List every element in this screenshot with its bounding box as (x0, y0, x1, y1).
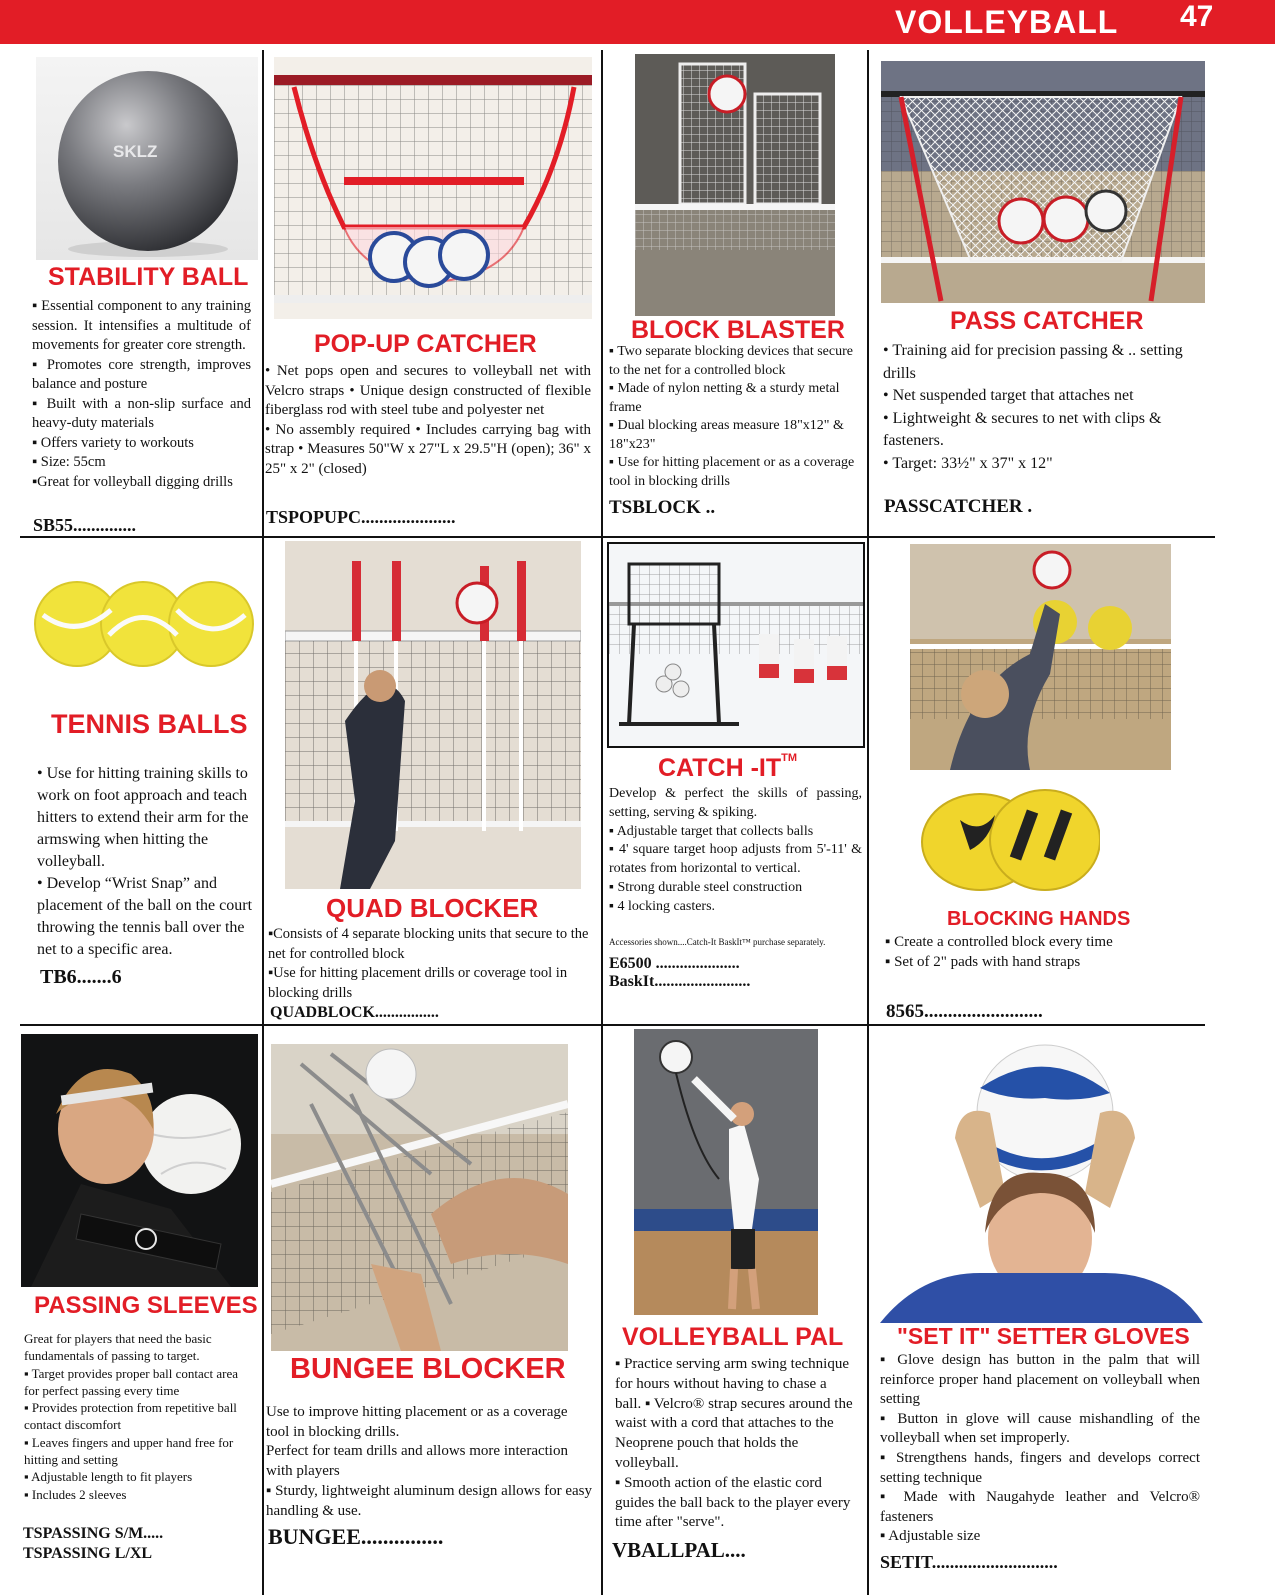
page-header (0, 0, 1275, 46)
desc-line: ▪ Adjustable target that collects balls (609, 823, 814, 839)
section-title: VOLLEYBALL (895, 4, 1119, 40)
product-title: PASS CATCHER (950, 307, 1144, 335)
desc-line: ▪ Practice serving arm swing technique for hours without having to chase a ball. ▪ Velcro® strap secures around the waist with a cord that attaches to the Neoprene pouch that holds the volleyball. (615, 1356, 853, 1471)
product-title: PASSING SLEEVES (34, 1292, 258, 1319)
product-description (24, 1330, 256, 1503)
product-description (268, 925, 592, 1003)
product-sku: BUNGEE............... (268, 1524, 444, 1549)
desc-line: ▪ Provides protection from repetitive ball contact discomfort (24, 1400, 237, 1433)
product-title (658, 754, 797, 783)
desc-line: • Use for hitting training skills to work on foot approach and teach hitters to extend their arm for the armswing when hitting the volleyball. (37, 765, 249, 870)
bungee-blocker-image (271, 1044, 568, 1351)
desc-line: ▪ Adjustable size (880, 1528, 981, 1545)
product-sku: TSPOPUPC..................... (266, 507, 456, 527)
product-sku: TSBLOCK .. (609, 497, 716, 518)
desc-line: Great for players that need the basic fundamentals of passing to target. (24, 1331, 212, 1364)
desc-line: ▪ Set of 2" pads with hand straps (885, 954, 1081, 970)
desc-line: ▪Consists of 4 separate blocking units that secure to the net for controlled block (268, 926, 589, 962)
product-description (609, 785, 862, 917)
catch-it-image (607, 542, 865, 748)
product-title: POP-UP CATCHER (314, 330, 537, 358)
product-description (885, 932, 1205, 972)
desc-line: • Training aid for precision passing & .. setting drills (883, 342, 1183, 382)
product-description (32, 297, 251, 492)
passing-sleeves-image (21, 1034, 258, 1287)
desc-line: • Develop “Wrist Snap” and placement of the ball on the court throwing the tennis ball over the net to a specific area. (37, 875, 253, 958)
desc-line: ▪ Built with a non-slip surface and heavy-duty materials (32, 395, 251, 431)
blocking-hands-image (910, 544, 1171, 770)
desc-line: ▪ Offers variety to workouts (32, 434, 194, 451)
blocking-hands-pads-image (920, 780, 1100, 902)
row-divider (20, 536, 1215, 538)
product-sku: BaskIt........................ (609, 973, 751, 990)
desc-line: • Lightweight & secures to net with clips & fasteners. (883, 409, 1162, 449)
product-title: QUAD BLOCKER (326, 893, 539, 923)
desc-line: ▪ Strong durable steel construction (609, 879, 803, 895)
desc-line: ▪ Sturdy, lightweight aluminum design allows for easy handling & use. (266, 1482, 592, 1519)
pass-catcher-image (881, 61, 1205, 303)
desc-line: ▪ Size: 55cm (32, 454, 106, 470)
column-divider (867, 50, 869, 1595)
product-sku: TSPASSING L/XL (23, 1545, 153, 1562)
popup-catcher-image (274, 57, 592, 319)
column-divider (262, 50, 264, 1595)
product-sku: 8565......................... (886, 1001, 1043, 1022)
volleyball-pal-image (634, 1029, 818, 1315)
product-title: STABILITY BALL (48, 263, 249, 291)
page-number: 47 (1180, 0, 1214, 33)
product-sku: SETIT............................ (880, 1552, 1058, 1572)
desc-line: ▪ Target provides proper ball contact area for perfect passing every time (24, 1365, 239, 1398)
tennis-balls-image (33, 580, 256, 668)
product-title: BUNGEE BLOCKER (290, 1353, 566, 1385)
sklz-logo: SKLZ (113, 142, 158, 161)
product-description (37, 763, 259, 961)
product-description (883, 340, 1205, 475)
product-description (609, 343, 863, 491)
desc-line: ▪ Dual blocking areas measure 18"x12" & 18"x23" (609, 418, 844, 452)
product-title: BLOCK BLASTER (631, 316, 845, 344)
desc-line: • Net pops open and secures to volleyball net with Velcro straps • Unique design constructed of flexible fiberglass rod with steel tube and polyester net (265, 363, 591, 418)
desc-line: ▪ Made of nylon netting & a sturdy metal frame (609, 381, 840, 415)
stability-ball-image (36, 57, 258, 260)
setter-gloves-image (880, 1043, 1203, 1323)
desc-line: ▪ 4' square target hoop adjusts from 5'-11' & rotates from horizontal to vertical. (609, 842, 862, 877)
desc-line: ▪ Leaves fingers and upper hand free for hitting and setting (24, 1434, 234, 1468)
desc-line: ▪ Create a controlled block every time (885, 934, 1113, 950)
quad-blocker-image (285, 541, 581, 889)
desc-line: ▪Use for hitting placement drills or coverage tool in blocking drills (268, 965, 568, 1001)
desc-line: ▪ Button in glove will cause mishandling of the volleyball when set improperly. (880, 1410, 1200, 1447)
column-divider (601, 50, 603, 1595)
product-description (615, 1355, 855, 1533)
product-title: BLOCKING HANDS (947, 908, 1131, 930)
desc-line: ▪ Made with Naugahyde leather and Velcro® fasteners (880, 1489, 1200, 1525)
desc-line: ▪ Essential component to any training session. It intensifies a multitude of movements for greater core strength. (32, 298, 251, 353)
row-divider (20, 1024, 1205, 1026)
desc-line: Use to improve hitting placement or as a coverage tool in blocking drills. (266, 1404, 568, 1440)
desc-line: ▪ 4 locking casters. (609, 898, 716, 914)
product-description (266, 1403, 594, 1521)
product-sku: VBALLPAL.... (612, 1538, 746, 1562)
product-sku: SB55.............. (33, 515, 137, 535)
product-title: "SET IT" SETTER GLOVES (897, 1323, 1190, 1349)
product-title: VOLLEYBALL PAL (622, 1323, 844, 1351)
catch-it-title-text: CATCH -IT (658, 754, 782, 782)
product-title: TENNIS BALLS (51, 709, 248, 739)
desc-line: ▪ Strengthens hands, fingers and develops correct setting technique (880, 1449, 1200, 1486)
product-description (265, 362, 591, 479)
desc-line: ▪ Promotes core strength, improves balance and posture (32, 356, 251, 392)
desc-line: ▪ Use for hitting placement or as a coverage tool in blocking drills (609, 455, 855, 489)
desc-line: Perfect for team drills and allows more interaction with players (266, 1443, 568, 1480)
trademark-mark: TM (781, 752, 798, 764)
desc-line: ▪Great for volleyball digging drills (32, 473, 233, 490)
product-sku: E6500 ..................... (609, 955, 740, 972)
product-sku: PASSCATCHER . (884, 496, 1033, 517)
desc-line: ▪ Two separate blocking devices that secure to the net for a controlled block (609, 344, 853, 378)
product-sku: TB6.......6 (40, 966, 122, 988)
desc-line: ▪ Adjustable length to fit players (24, 1469, 193, 1485)
block-blaster-image (635, 54, 835, 316)
desc-line: Develop & perfect the skills of passing, setting, serving & spiking. (609, 786, 862, 820)
accessory-note: Accessories shown....Catch-It BaskIt™ purchase separately. (609, 937, 826, 947)
desc-line: ▪ Glove design has button in the palm that will reinforce proper hand placement on volleyball when setting (880, 1352, 1200, 1408)
desc-line: • Net suspended target that attaches net (883, 387, 1134, 404)
desc-line: ▪ Includes 2 sleeves (24, 1486, 127, 1502)
desc-line: • Target: 33½" x 37" x 12" (883, 454, 1053, 472)
product-sku: TSPASSING S/M..... (23, 1525, 164, 1542)
product-description (880, 1351, 1200, 1547)
product-sku: QUADBLOCK................ (270, 1004, 439, 1021)
desc-line: • No assembly required • Includes carrying bag with strap • Measures 50"W x 27"L x 29.5"H (open); 36" x 25" x 2" (closed) (265, 421, 591, 477)
desc-line: ▪ Smooth action of the elastic cord guides the ball back to the player every time after "serve". (615, 1474, 851, 1531)
